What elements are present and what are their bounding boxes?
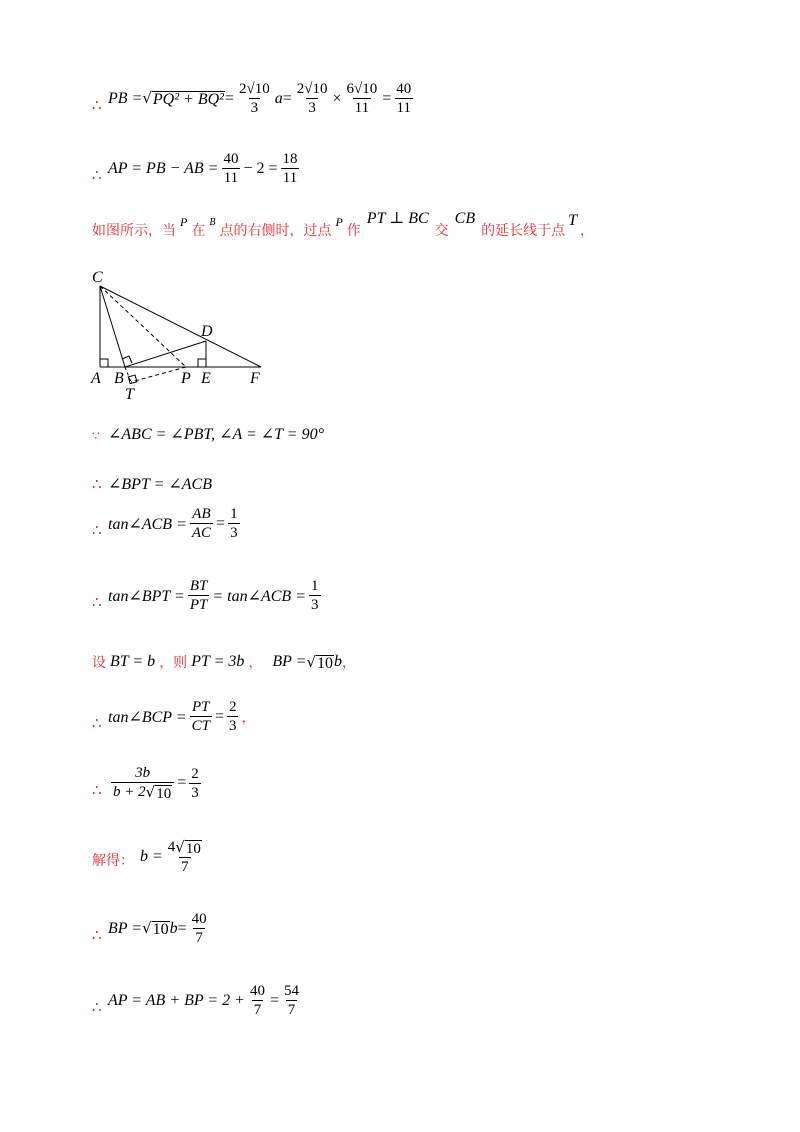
let-bt-b: 设 BT = b ，则 PT = 3b ， BP = √ 10 b ， — [92, 652, 356, 672]
fraction: $\frac{AB}{AC}$ — [191, 506, 212, 541]
equation-pb: ∴ PB = √ PQ² + BQ² = $\frac{2√10}{3}$ a = $\frac{2√10}{3}$ × $\frac{6√10}{11}$ = $\frac{40}{11}$ — [92, 81, 412, 116]
label-t: T — [125, 386, 134, 403]
because-symbol: ∵ — [92, 429, 100, 443]
fraction: $\frac{2√10}{3}$ — [296, 81, 328, 116]
fraction: $\frac{PT}{CT}$ — [191, 699, 210, 734]
label-f: F — [250, 370, 260, 387]
label-c: C — [92, 269, 103, 286]
fraction: $\frac{40}{11}$ — [223, 151, 239, 186]
fraction: $\frac{BT}{PT}$ — [189, 578, 208, 613]
geometry-figure — [88, 266, 278, 406]
equation-tan-bcp: ∴ tan∠BCP = $\frac{PT}{CT}$ = $\frac{2}{3}$ ， — [92, 699, 256, 734]
fraction: $\frac{2√10}{3}$ — [238, 81, 270, 116]
solve-b: 解得： b = 4 √ 10 7 — [92, 838, 207, 876]
therefore-symbol: ∴ — [92, 1000, 102, 1016]
therefore-symbol: ∴ — [92, 716, 102, 732]
equation-tan-bpt: ∴ tan∠BPT = $\frac{BT}{PT}$ = tan∠ACB = $\frac{1}{3}$ — [92, 578, 319, 613]
case-description: 如图所示，当 P 在 B 点的右侧时，过点 P 作 PT ⊥ BC 交 CB 的延长线于点 T ， — [92, 210, 595, 239]
therefore-symbol: ∴ — [92, 783, 102, 799]
fraction: $\frac{18}{11}$ — [282, 151, 298, 186]
fraction: 4 √ 10 7 — [167, 838, 201, 875]
label-b: B — [114, 370, 124, 387]
label-d: D — [201, 323, 213, 340]
equation-angles: ∵ ∠ABC = ∠PBT, ∠A = ∠T = 90° — [92, 426, 324, 443]
equation-ap-final: ∴ AP = AB + BP = 2 + $\frac{40}{7}$ = $\frac{54}{7}$ — [92, 983, 299, 1018]
fraction: $\frac{1}{3}$ — [230, 506, 238, 541]
equation-ap: ∴ AP = PB − AB = $\frac{40}{11}$ − 2 = $\frac{18}{11}$ — [92, 151, 298, 186]
fraction: $\frac{54}{7}$ — [284, 983, 299, 1018]
fraction: $\frac{40}{7}$ — [191, 911, 207, 946]
equation-bp: ∴ BP = √ 10 b = $\frac{40}{7}$ — [92, 911, 207, 946]
therefore-symbol: ∴ — [92, 98, 102, 114]
therefore-symbol: ∴ — [92, 476, 102, 493]
therefore-symbol: ∴ — [92, 523, 102, 539]
pb-lhs: PB = — [108, 89, 143, 107]
equation-ratio: ∴ 3b b + 2 √ 10 = $\frac{2}{3}$ — [92, 765, 199, 802]
label-a: A — [91, 370, 101, 387]
fraction: $\frac{2}{3}$ — [228, 699, 237, 734]
sqrt-pq-bq: √ PQ² + BQ² — [142, 89, 224, 108]
fraction: $\frac{1}{3}$ — [311, 578, 319, 613]
sqrt-10: √ 10 — [142, 919, 169, 938]
fraction: $\frac{40}{11}$ — [396, 81, 412, 116]
therefore-symbol: ∴ — [92, 928, 102, 944]
therefore-symbol: ∴ — [92, 168, 102, 184]
label-e: E — [201, 370, 211, 387]
fraction: 3b b + 2 √ 10 — [111, 764, 174, 802]
equation-bpt: ∴ ∠BPT = ∠ACB — [92, 476, 212, 493]
sqrt-10: √ 10 — [306, 652, 333, 672]
fraction: $\frac{40}{7}$ — [249, 983, 265, 1018]
fraction: $\frac{6√10}{11}$ — [346, 81, 378, 116]
therefore-symbol: ∴ — [92, 595, 102, 611]
label-p: P — [181, 370, 191, 387]
equation-tan-acb: ∴ tan∠ACB = $\frac{AB}{AC}$ = $\frac{1}{3}$ — [92, 506, 238, 541]
fraction: $\frac{2}{3}$ — [191, 765, 199, 801]
